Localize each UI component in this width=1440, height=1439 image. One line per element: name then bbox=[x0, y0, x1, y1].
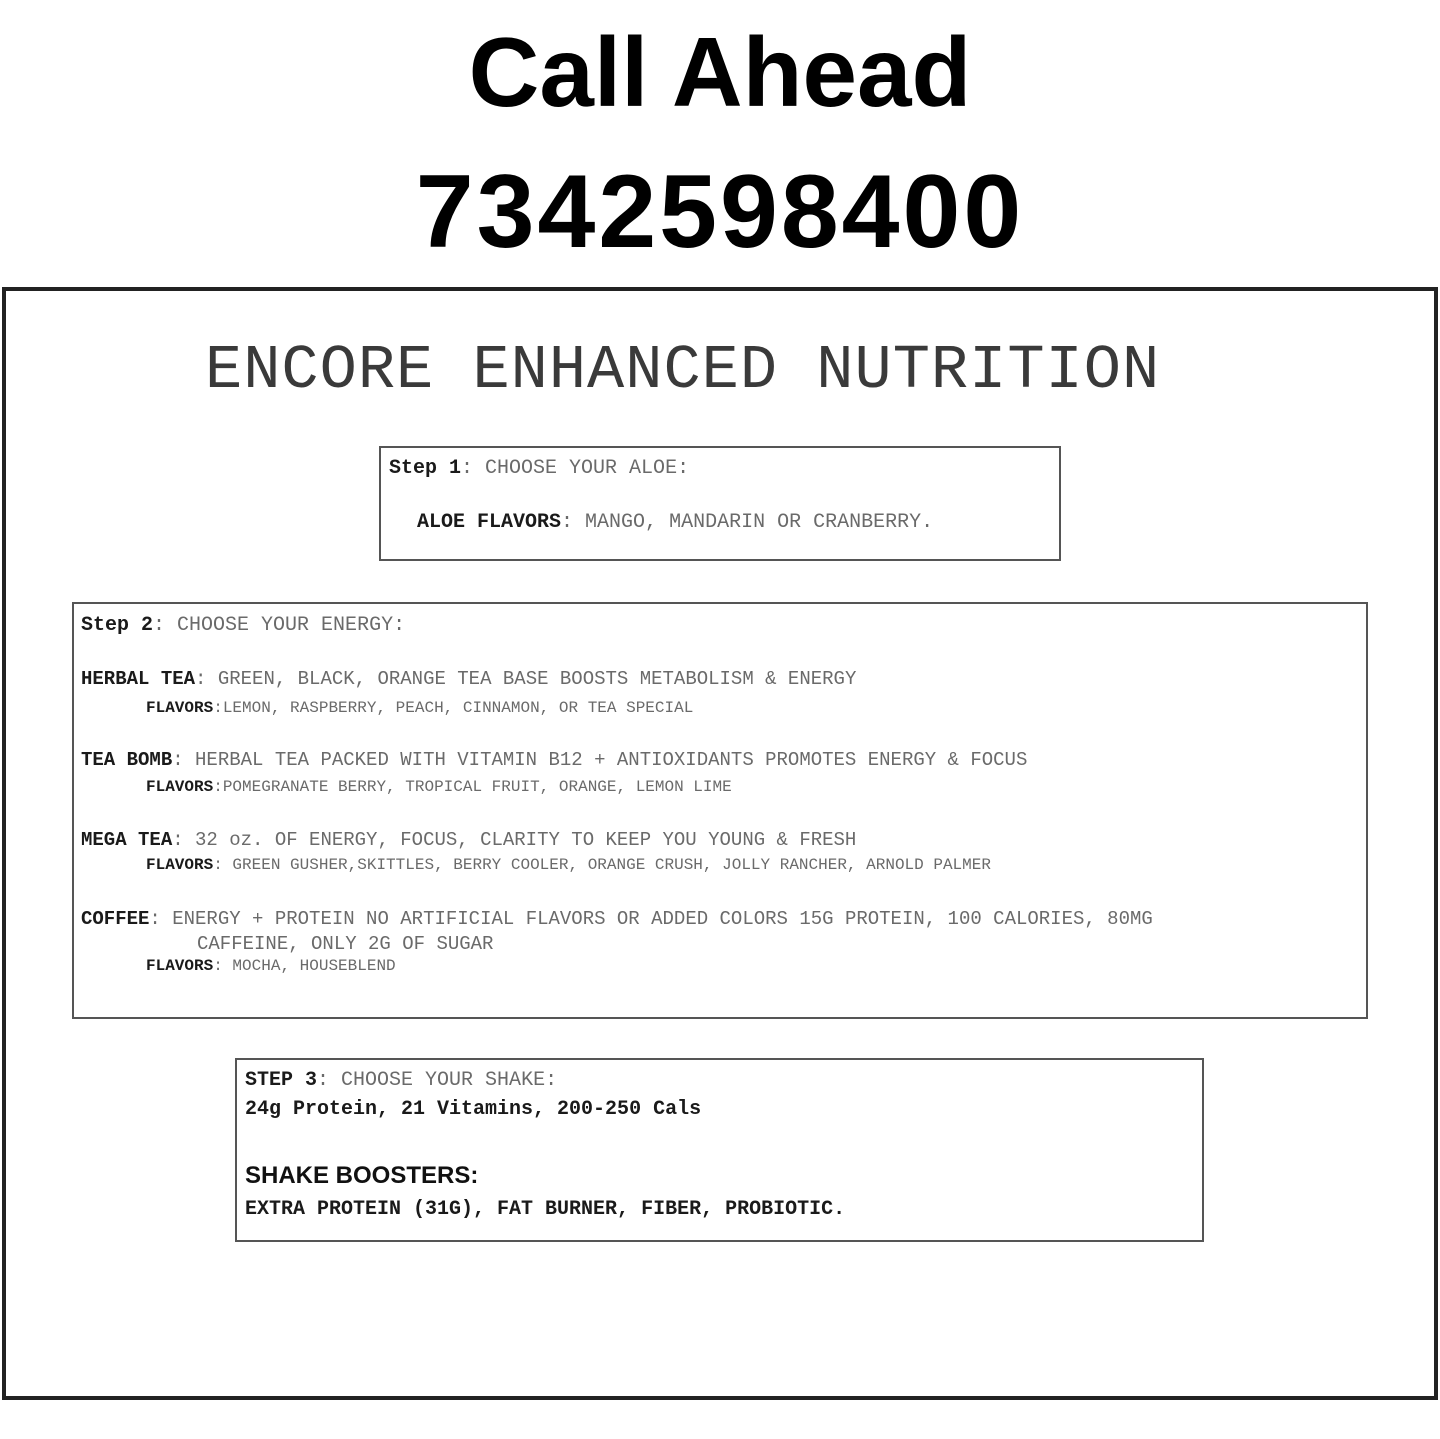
coffee-name: COFFEE bbox=[81, 908, 150, 930]
shake-boosters-label: SHAKE BOOSTERS: bbox=[245, 1162, 479, 1189]
coffee-desc-2-line bbox=[197, 932, 493, 956]
mega-tea-line bbox=[81, 828, 856, 852]
herbal-tea-desc: GREEN, BLACK, ORANGE TEA BASE BOOSTS METABOLISM & ENERGY bbox=[206, 668, 857, 690]
tea-bomb-flavors-label: FLAVORS bbox=[146, 778, 214, 796]
step3-info-line bbox=[245, 1098, 701, 1122]
call-ahead-heading: Call Ahead bbox=[468, 17, 972, 127]
tea-bomb-flavors-colon: : bbox=[213, 778, 223, 796]
mega-tea-desc: 32 oz. OF ENERGY, FOCUS, CLARITY TO KEEP YOU YOUNG & FRESH bbox=[183, 829, 857, 851]
herbal-tea-flavors-colon: : bbox=[213, 699, 223, 717]
tea-bomb-line bbox=[81, 748, 1027, 772]
mega-tea-flavors: GREEN GUSHER,SKITTLES, BERRY COOLER, ORANGE CRUSH, JOLLY RANCHER, ARNOLD PALMER bbox=[222, 856, 991, 874]
step3-colon: : bbox=[317, 1069, 330, 1092]
shake-boosters-line bbox=[245, 1198, 845, 1222]
step2-text: CHOOSE YOUR ENERGY: bbox=[165, 614, 406, 637]
coffee-flavors-label: FLAVORS bbox=[146, 957, 214, 975]
step3-text: CHOOSE YOUR SHAKE: bbox=[329, 1069, 558, 1092]
coffee-desc-1: ENERGY + PROTEIN NO ARTIFICIAL FLAVORS OR ADDED COLORS 15G PROTEIN, 100 CALORIES, 80MG bbox=[160, 908, 1153, 930]
step3-info: 24g Protein, 21 Vitamins, 200-250 Cals bbox=[245, 1098, 702, 1121]
herbal-tea-name: HERBAL TEA bbox=[81, 668, 196, 690]
mega-tea-flavors-line bbox=[146, 855, 991, 875]
coffee-desc-2: CAFFEINE, ONLY 2G OF SUGAR bbox=[197, 933, 494, 955]
step2-label: Step 2 bbox=[81, 614, 154, 637]
shake-boosters: EXTRA PROTEIN (31G), FAT BURNER, FIBER, PROBIOTIC. bbox=[245, 1198, 846, 1221]
herbal-tea-flavors: LEMON, RASPBERRY, PEACH, CINNAMON, OR TEA SPECIAL bbox=[222, 699, 694, 717]
mega-tea-colon: : bbox=[172, 829, 184, 851]
aloe-flavors-colon: : bbox=[561, 511, 574, 534]
mega-tea-flavors-label: FLAVORS bbox=[146, 856, 214, 874]
coffee-colon: : bbox=[149, 908, 161, 930]
step1-heading bbox=[389, 457, 689, 481]
aloe-flavors-line bbox=[417, 511, 933, 535]
tea-bomb-flavors-line bbox=[146, 777, 732, 797]
coffee-line bbox=[81, 907, 1153, 931]
menu-title: ENCORE ENHANCED NUTRITION bbox=[205, 335, 1161, 406]
herbal-tea-line bbox=[81, 667, 856, 691]
aloe-flavors-text: MANGO, MANDARIN OR CRANBERRY. bbox=[573, 511, 934, 534]
step2-colon: : bbox=[153, 614, 166, 637]
mega-tea-flavors-colon: : bbox=[213, 856, 223, 874]
step3-heading bbox=[245, 1069, 557, 1093]
mega-tea-name: MEGA TEA bbox=[81, 829, 173, 851]
aloe-flavors-label: ALOE FLAVORS bbox=[417, 511, 562, 534]
shake-boosters-heading-line bbox=[245, 1162, 478, 1192]
herbal-tea-flavors-label: FLAVORS bbox=[146, 699, 214, 717]
tea-bomb-flavors: POMEGRANATE BERRY, TROPICAL FRUIT, ORANGE, LEMON LIME bbox=[222, 778, 732, 796]
tea-bomb-colon: : bbox=[172, 749, 184, 771]
step3-label: STEP 3 bbox=[245, 1069, 318, 1092]
tea-bomb-desc: HERBAL TEA PACKED WITH VITAMIN B12 + ANTIOXIDANTS PROMOTES ENERGY & FOCUS bbox=[183, 749, 1028, 771]
coffee-flavors-colon: : bbox=[213, 957, 223, 975]
coffee-flavors: MOCHA, HOUSEBLEND bbox=[222, 957, 396, 975]
step1-text: CHOOSE YOUR ALOE: bbox=[473, 457, 690, 480]
coffee-flavors-line bbox=[146, 956, 396, 976]
phone-number[interactable]: 7342598400 bbox=[415, 154, 1025, 270]
step1-label: Step 1 bbox=[389, 457, 462, 480]
step1-colon: : bbox=[461, 457, 474, 480]
step2-heading bbox=[81, 614, 405, 638]
herbal-tea-colon: : bbox=[195, 668, 207, 690]
herbal-tea-flavors-line bbox=[146, 698, 693, 718]
tea-bomb-name: TEA BOMB bbox=[81, 749, 173, 771]
